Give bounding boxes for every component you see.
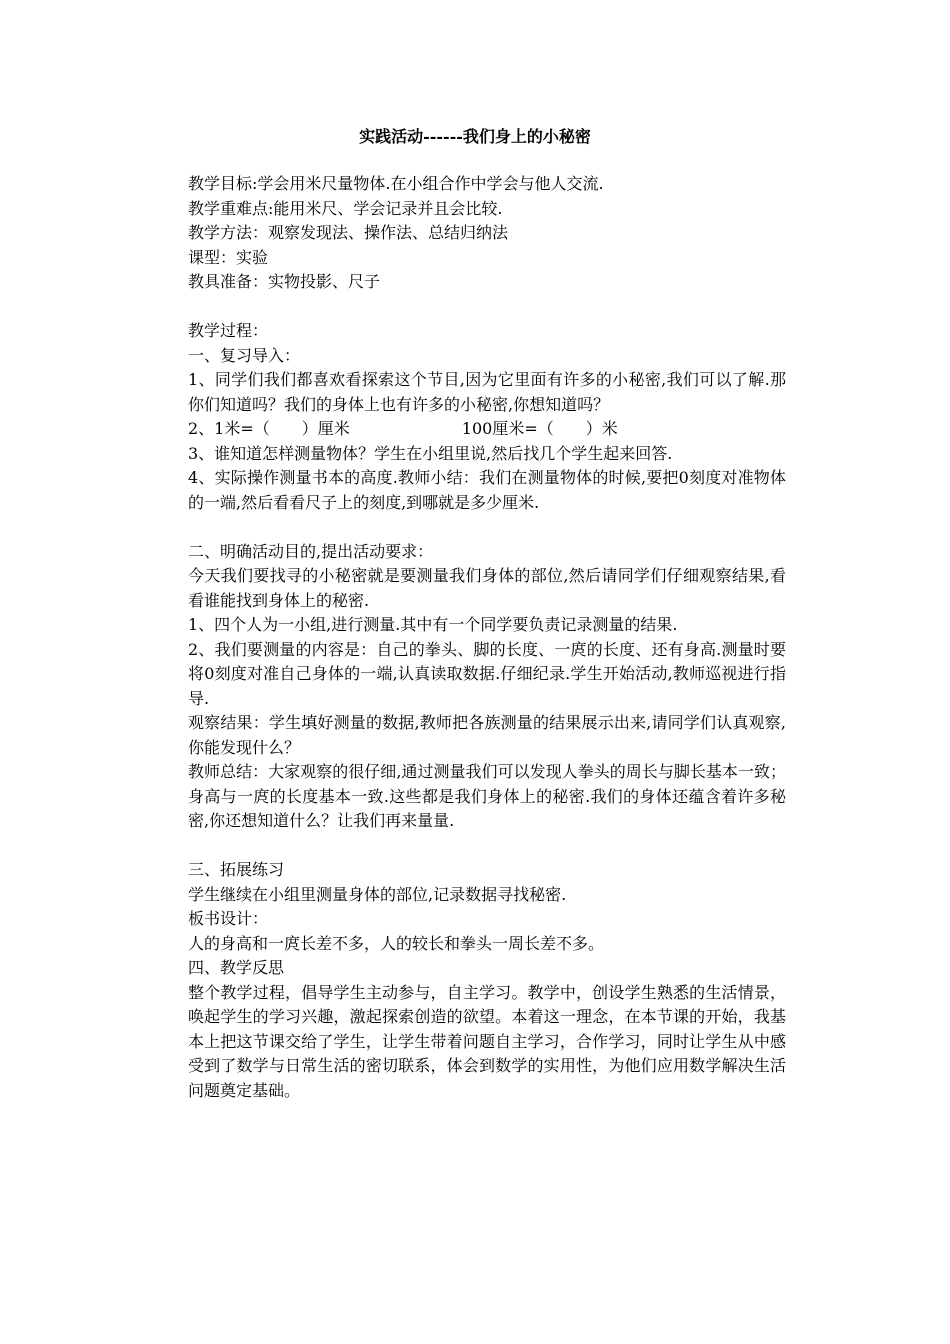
teaching-goal: 教学目标:学会用米尺量物体.在小组合作中学会与他人交流. (188, 174, 604, 193)
section3-text: 学生继续在小组里测量身体的部位,记录数据寻找秘密. (188, 884, 567, 904)
document-title: 实践活动------我们身上的小秘密 (359, 127, 591, 146)
section2-observe: 观察结果：学生填好测量的数据,教师把各族测量的结果展示出来,请同学们认真观察,你能发现什么？ (188, 713, 786, 757)
document-body (188, 172, 786, 1103)
section3-heading: 三、拓展练习 (188, 860, 285, 879)
section1-heading: 一、复习导入： (188, 345, 301, 365)
spacer (188, 515, 786, 540)
spacer (188, 295, 786, 320)
section1-item1: 1、同学们我们都喜欢看探索这个节目,因为它里面有许多的小秘密,我们可以了解.那你们知道吗？我们的身体上也有许多的小秘密,你想知道吗？ (188, 370, 786, 414)
teaching-tools: 教具准备：实物投影、尺子 (188, 272, 381, 291)
section2-heading: 二、明确活动目的,提出活动要求： (188, 541, 434, 561)
lesson-type: 课型：实验 (188, 247, 269, 267)
section1-item3: 3、谁知道怎样测量物体？学生在小组里说,然后找几个学生起来回答. (188, 443, 673, 463)
section2-item2: 2、我们要测量的内容是：自己的拳头、脚的长度、一庹的长度、还有身高.测量时要将0刻度对准自己身体的一端,认真读取数据.仔细纪录.学生开始活动,教师巡视进行指导. (188, 639, 786, 708)
board-text: 人的身高和一庹长差不多，人的较长和拳头一周长差不多。 (188, 933, 605, 953)
section1-item4: 4、实际操作测量书本的高度.教师小结：我们在测量物体的时候,要把0刻度对准物体的一端,然后看看尺子上的刻度,到哪就是多少厘米. (188, 468, 786, 512)
section1-item2 (188, 417, 786, 442)
section2-intro: 今天我们要找寻的小秘密就是要测量我们身体的部位,然后请同学们仔细观察结果,看看谁能找到身体上的秘密. (188, 566, 786, 610)
teaching-method: 教学方法：观察发现法、操作法、总结归纳法 (188, 223, 509, 242)
board-heading: 板书设计： (188, 909, 269, 928)
section4-heading: 四、教学反思 (188, 958, 285, 977)
section1-item2-left: 2、1米=（ ）厘米 (188, 419, 350, 438)
section2-item1: 1、四个人为一小组,进行测量.其中有一个同学要负责记录测量的结果. (188, 615, 678, 634)
teaching-difficulty: 教学重难点:能用米尺、学会记录并且会比较. (188, 198, 503, 218)
process-heading: 教学过程： (188, 321, 269, 340)
section4-text: 整个教学过程，倡导学生主动参与，自主学习。教学中，创设学生熟悉的生活情景，唤起学生的学习兴趣，激起探索创造的欲望。本着这一理念，在本节课的开始，我基本上把这节课交给了学生，让学生带着问题自主学习，合作学习，同时让学生从中感受到了数学与日常生活的密切联系，体会到数学的实用性，为他们应用数学解决生活问题奠定基础。 (188, 982, 786, 1100)
section2-summary: 教师总结：大家观察的很仔细,通过测量我们可以发现人拳头的周长与脚长基本一致；身高与一庹的长度基本一致.这些都是我们身体上的秘密.我们的身体还蕴含着许多秘密,你还想知道什么？让我们再来量量. (188, 762, 786, 830)
spacer (188, 834, 786, 859)
section1-item2-right: 100厘米=（ ）米 (461, 419, 618, 438)
